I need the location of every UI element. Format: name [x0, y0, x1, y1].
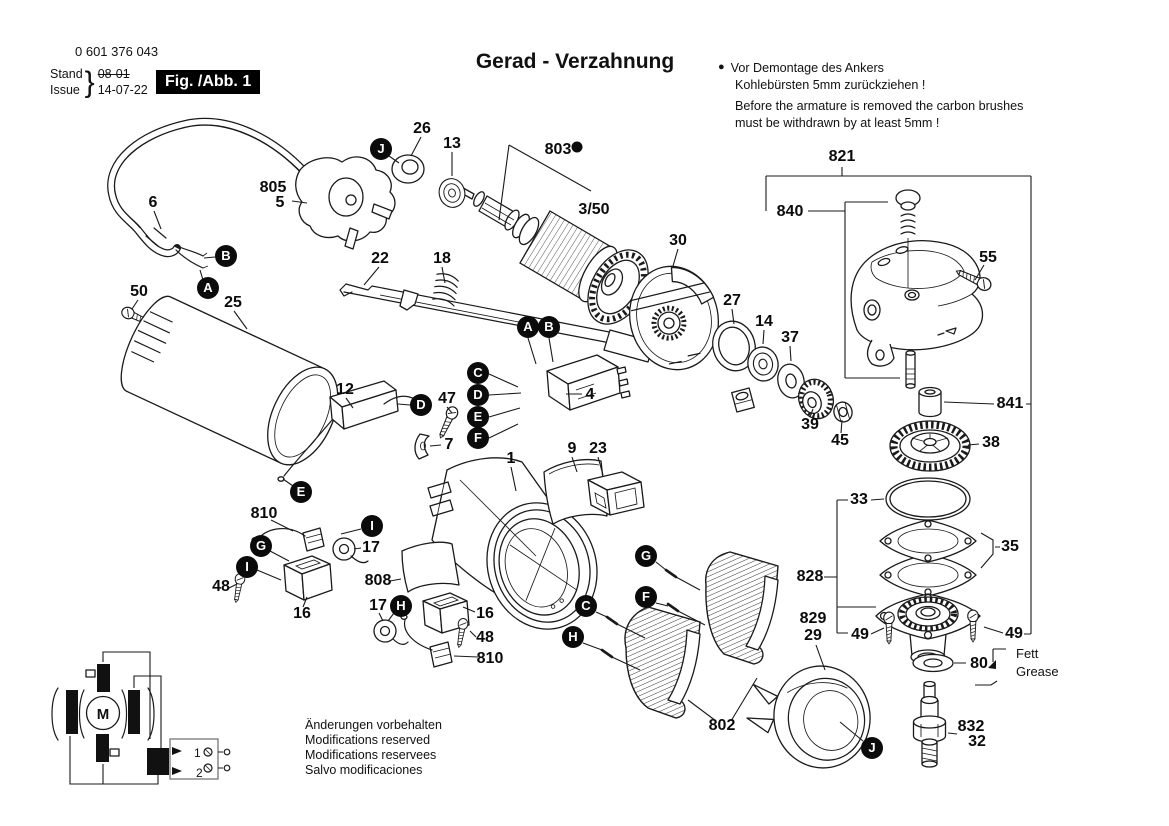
letter-marker-G: G	[635, 545, 657, 567]
grease-label-en: Grease	[1016, 664, 1059, 679]
note-en: Modifications reserved	[305, 733, 431, 747]
note-de: Änderungen vorbehalten	[305, 718, 442, 732]
part-callout-828: 828	[796, 568, 824, 585]
part-callout-810: 810	[476, 650, 504, 667]
letter-marker-C: C	[467, 362, 489, 384]
part-callout-50: 50	[130, 283, 148, 300]
part-callout-49: 49	[851, 626, 869, 643]
part-callout-803: 803	[544, 141, 572, 158]
letter-marker-E: E	[467, 406, 489, 428]
issue-date: 14-07-22	[97, 83, 148, 97]
part-callout-13: 13	[443, 135, 461, 152]
warning-en-1: Before the armature is removed the carbon brushes	[735, 99, 1024, 114]
part-callout-32: 32	[968, 733, 986, 750]
part-callout-16: 16	[293, 605, 311, 622]
part-callout-12: 12	[336, 381, 354, 398]
part-callout-832: 832	[957, 718, 985, 735]
letter-marker-D: D	[467, 384, 489, 406]
warning-de-1: Vor Demontage des Ankers	[730, 61, 884, 75]
part-callout-7: 7	[444, 436, 454, 453]
letter-marker-F: F	[635, 586, 657, 608]
brace-glyph: }	[84, 66, 95, 99]
part-callout-33: 33	[850, 491, 868, 508]
letter-marker-J: J	[861, 737, 883, 759]
part-callout-39: 39	[801, 416, 819, 433]
part-callout-3/50: 3/50	[578, 201, 610, 218]
part-callout-35: 35	[1001, 538, 1019, 555]
letter-marker-D: D	[410, 394, 432, 416]
grease-label-de: Fett	[1016, 646, 1039, 661]
part-callout-4: 4	[585, 386, 595, 403]
part-callout-829: 829	[799, 610, 827, 627]
letter-marker-H: H	[562, 626, 584, 648]
part-callout-45: 45	[831, 432, 849, 449]
part-callout-17: 17	[362, 539, 380, 556]
warning-de-2: Kohlebürsten 5mm zurückziehen !	[735, 78, 926, 93]
part-callout-9: 9	[567, 440, 577, 457]
letter-marker-H: H	[390, 595, 412, 617]
part-callout-841: 841	[996, 395, 1024, 412]
part-callout-48: 48	[476, 629, 494, 646]
part-callout-808: 808	[364, 572, 392, 589]
letter-marker-B: B	[215, 245, 237, 267]
part-callout-18: 18	[433, 250, 451, 267]
letter-marker-B: B	[538, 316, 560, 338]
issue-label: Issue	[50, 83, 80, 97]
letter-marker-A: A	[517, 316, 539, 338]
part-callout-14: 14	[755, 313, 773, 330]
part-callout-22: 22	[371, 250, 389, 267]
letter-marker-C: C	[575, 595, 597, 617]
part-callout-27: 27	[723, 292, 741, 309]
part-callout-49: 49	[1005, 625, 1023, 642]
part-callout-30: 30	[669, 232, 687, 249]
emphasis-dot	[572, 142, 583, 153]
part-callout-6: 6	[148, 194, 158, 211]
letter-marker-A: A	[197, 277, 219, 299]
terminal-2-label: 2	[196, 766, 203, 780]
part-callout-47: 47	[438, 390, 456, 407]
note-es: Salvo modificaciones	[305, 763, 423, 777]
bullet-icon: ●	[718, 61, 725, 73]
part-callout-802: 802	[708, 717, 736, 734]
part-callout-16: 16	[476, 605, 494, 622]
part-callout-23: 23	[589, 440, 607, 457]
letter-marker-I: I	[236, 556, 258, 578]
letter-marker-G: G	[250, 535, 272, 557]
part-callout-55: 55	[979, 249, 997, 266]
letter-marker-F: F	[467, 427, 489, 449]
part-callout-810: 810	[250, 505, 278, 522]
note-fr: Modifications reservees	[305, 748, 437, 762]
letter-marker-J: J	[370, 138, 392, 160]
part-callout-840: 840	[776, 203, 804, 220]
part-callout-5: 5	[275, 194, 285, 211]
part-callout-80: 80	[970, 655, 988, 672]
part-callout-48: 48	[212, 578, 230, 595]
part-callout-38: 38	[982, 434, 1000, 451]
part-callout-805: 805	[259, 179, 287, 196]
letter-marker-E: E	[290, 481, 312, 503]
document-number: 0 601 376 043	[75, 44, 159, 59]
terminal-1-label: 1	[194, 746, 201, 760]
old-date: 08-01	[97, 67, 130, 82]
page-title: Gerad - Verzahnung	[475, 50, 675, 73]
part-callout-25: 25	[224, 294, 242, 311]
part-callout-29: 29	[804, 627, 822, 644]
part-callout-37: 37	[781, 329, 799, 346]
motor-symbol-label: M	[96, 706, 110, 723]
stand-label: Stand	[50, 67, 83, 82]
letter-marker-I: I	[361, 515, 383, 537]
part-callout-821: 821	[828, 148, 856, 165]
part-callout-26: 26	[413, 120, 431, 137]
part-callout-1: 1	[506, 450, 516, 467]
warning-en-2: must be withdrawn by at least 5mm !	[735, 116, 940, 131]
figure-label: Fig. /Abb. 1	[156, 70, 260, 94]
part-callout-17: 17	[369, 597, 387, 614]
